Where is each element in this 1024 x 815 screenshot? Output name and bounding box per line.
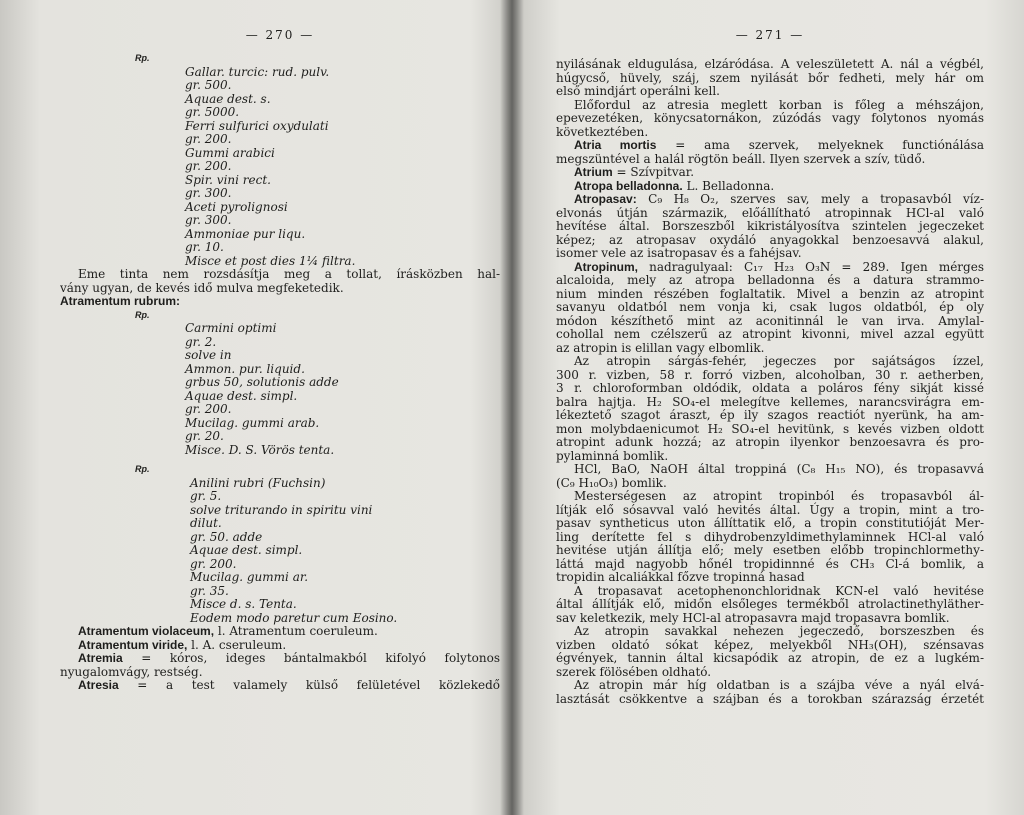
recipe-line: Mucilag. gummi arab.	[185, 415, 320, 430]
left-page-number: — 270 —	[245, 28, 315, 42]
text-line: módon készíthető mint az aconitinnál le van irva. Amylal-	[556, 313, 984, 328]
def-atropa: L. Belladonna.	[682, 178, 775, 193]
recipe-line: gr. 300.	[185, 213, 232, 227]
text-line: ling derítette fel s dihydrobenzyldimethylaminnek HCl-al való	[556, 529, 984, 544]
rp-mark-1: Rp.	[135, 53, 150, 63]
entry-atremia	[60, 652, 500, 666]
term-atria-mortis: Atria mortis	[574, 138, 657, 152]
text-line: alcaloida, mely az atropa belladonna és a datura strammo-	[556, 273, 984, 287]
term-atropa: Atropa belladonna.	[574, 178, 683, 193]
recipe-line: Ferri sulfurici oxydulati	[185, 118, 329, 133]
text-line: tropidin alcaliákkal főzve tropinná hasad	[556, 570, 805, 584]
text-line: Eme tinta nem rozsdásítja meg a tollat, írásközben hal-	[78, 267, 500, 281]
term-atropasav: Atropasav:	[574, 192, 637, 206]
text-line: balra hajtja. H₂ SO₄-el melegítve kellemes, narancsvirágra em-	[556, 394, 984, 409]
right-page	[556, 0, 984, 815]
text-line: atropint adunk hozzá; az atropin ilyenkor benzoesavra és pro-	[556, 435, 984, 449]
recipe-line: gr. 200.	[185, 132, 232, 146]
recipe-line: Ammon. pur. liquid.	[185, 361, 305, 376]
para-effect	[556, 679, 984, 706]
text-line: hevitése utján állítja elő; mely esetben előbb tropinchlormethy-	[556, 543, 984, 557]
def-viride: l. A. cseruleum.	[187, 637, 287, 652]
para-atresia-cont	[556, 58, 984, 99]
text-line: lítják elő sósavval való hevités által. Úgy a tropin, mint a tro-	[556, 502, 984, 517]
atropasav-body	[556, 207, 984, 261]
text-line: láttá majd nagyobb hőnél tropidinnné és CH₃ Cl-á bomlik, a	[556, 556, 984, 571]
recipe-line: Eodem modo paretur cum Eosino.	[190, 610, 398, 625]
recipe-line: gr. 200.	[185, 402, 232, 416]
text-line: isomer vele az isatropasav és a fahéjsav.	[556, 246, 802, 260]
recipe-line: gr. 500.	[185, 78, 232, 92]
recipe-2	[60, 322, 500, 457]
recipe-line: gr. 50. adde	[190, 529, 263, 544]
rp-mark-3: Rp.	[135, 464, 150, 474]
text-line: elvonás útján származik, előállítható atropinnak HCl-al való	[556, 205, 984, 220]
entry-atramentum-violaceum	[60, 625, 500, 639]
atropinum-body	[556, 274, 984, 355]
text-line: húgycső, hüvely, száj, szem nyilását bőr fedheti, mely hár om	[556, 70, 984, 85]
text-line: nyilásának eldugulása, elzáródása. A veleszületett A. nál a végbél,	[556, 57, 984, 71]
recipe-line: Spir. vini rect.	[185, 172, 271, 187]
recipe-line: solve in	[185, 348, 232, 362]
def-atropinum: nadragulyaal: C₁₇ H₂₃ O₃N = 289. Igen mérges	[638, 259, 984, 274]
entry-atrium	[556, 166, 984, 180]
right-page-number: — 271 —	[735, 28, 805, 42]
entry-atropasav	[556, 193, 984, 207]
text-line: nium minden részében foglaltatik. Mivel a benzin az atropint	[556, 286, 984, 301]
para-tropasav	[556, 585, 984, 626]
text-line: savanyu oldatból nem vonja ki, csak lugos oldatból, ép oly	[556, 300, 984, 314]
text-line: pylaminná bomlik.	[556, 448, 669, 463]
recipe-line: gr. 300.	[185, 186, 232, 200]
text-line: lékeztető szagot áraszt, ép ily szagos reactiót nyerünk, ha am-	[556, 408, 984, 422]
recipe-line: gr. 200.	[190, 556, 237, 571]
def-violaceum: l. Atramentum coeruleum.	[214, 624, 378, 638]
recipe-line: Misce et post dies 1¼ filtra.	[185, 253, 356, 268]
para-properties	[556, 355, 984, 463]
atria-continuation: megszüntével a halál rögtön beáll. Ilyen szervek a szív, tüdő.	[556, 151, 926, 166]
def-atremia: = kóros, ideges bántalmakból kifolyó folytonos	[122, 651, 500, 665]
text-line: Mesterségesen az atropint tropinból és tropasavból ál-	[574, 489, 984, 503]
recipe-line: Aquae dest. simpl.	[185, 388, 298, 403]
term-atremia: Atremia	[78, 651, 123, 665]
entry-atropa	[556, 180, 984, 194]
text-line: első mindjárt operálni kell.	[556, 84, 720, 98]
def-atropasav: C₉ H₈ O₂, szerves sav, mely a tropasavból víz-	[636, 192, 984, 206]
recipe-line: Gummi arabici	[185, 145, 275, 160]
recipe-line: gr. 35.	[190, 583, 229, 598]
recipe-line: gr. 20.	[185, 429, 224, 443]
text-line: (C₉ H₁₀O₃) bomlik.	[556, 475, 667, 490]
term-atrium: Atrium	[574, 165, 613, 179]
recipe-line: grbus 50, solutionis adde	[185, 375, 339, 389]
text-line: által állítják elő, midőn elsőleges termékből atrolactinethyläther-	[556, 597, 984, 611]
text-line: hevítése által. Borszeszből kikristályosítva szintelen jegeczeket	[556, 219, 984, 233]
recipe-line: Aquae dest. simpl.	[190, 543, 303, 557]
def-atresia: = a test valamely külső felületével közlekedő	[118, 678, 500, 692]
rp-mark-2: Rp.	[135, 309, 150, 320]
recipe-line: gr. 2.	[185, 334, 217, 349]
text-line: égvények, tannin által kicsapódik az atropin, de ez a lugkém-	[556, 651, 984, 665]
recipe-line: Anilini rubri (Fuchsin)	[190, 475, 326, 490]
para-synthesis	[556, 490, 984, 585]
text-line: mon molybdaenicumot H₂ SO₄-el hevitünk, s kevés vizben oldott	[556, 421, 984, 436]
recipe-line: Mucilag. gummi ar.	[190, 570, 309, 584]
entry-atria-mortis	[556, 139, 984, 153]
def-atrium: = Szívpitvar.	[612, 165, 695, 179]
recipe-line: solve triturando in spiritu vini	[190, 502, 373, 517]
text-line: az atropin is elillan vagy elbomlik.	[556, 340, 765, 355]
para-decomposition	[556, 463, 984, 490]
ink-note	[60, 268, 500, 295]
text-line: Az atropin savakkal nehezen jegeczedő, borszeszben és	[574, 624, 984, 638]
para-atresia-adult	[556, 99, 984, 140]
entry-atramentum-viride	[60, 639, 500, 653]
text-line: képez; az atropasav oxydáló anyagokkal benzoesavvá alakul,	[556, 232, 984, 247]
entry-atropinum	[556, 261, 984, 275]
text-line: epevezetéken, könycsatornákon, zúzódás vagy folytonos nyomás	[556, 111, 984, 125]
entry-atresia	[60, 679, 500, 693]
term-atresia: Atresia	[78, 678, 119, 692]
term-viride: Atramentum viride,	[78, 637, 188, 652]
text-line: Előfordul az atresia meglett korban is főleg a méhszájon,	[574, 97, 984, 112]
recipe-line: Gallar. turcic: rud. pulv.	[185, 64, 330, 79]
text-line: 3 r. chloroformban oldódik, oldata a poláros fény sikját kissé	[556, 381, 984, 395]
para-salts	[556, 625, 984, 679]
def-atria-mortis: = ama szervek, melyeknek functiónálása	[656, 138, 984, 152]
recipe-line: gr. 5000.	[185, 105, 240, 119]
text-line: pasav syntheticus uton állíttatik elő, a tropin constitutióját Mer-	[556, 516, 984, 530]
text-line: vizben oldató sókat képez, melyekből NH₃(OH), szénsavas	[556, 637, 984, 652]
recipe-line: Misce d. s. Tenta.	[190, 597, 297, 611]
text-line: vány ugyan, de kevés idő mulva megfeketedik.	[60, 280, 344, 295]
term-violaceum: Atramentum violaceum,	[78, 624, 215, 638]
left-page	[60, 0, 500, 815]
recipe-1	[60, 66, 500, 269]
text-line: Az atropin már híg oldatban is a szájba véve a nyál elvá-	[574, 678, 984, 692]
recipe-line: Ammoniae pur liqu.	[185, 226, 306, 241]
recipe-line: Carmini optimi	[185, 321, 277, 335]
atremia-continuation: nyugalomvágy, restség.	[60, 664, 203, 679]
recipe-line: Misce. D. S. Vörös tenta.	[185, 442, 335, 457]
recipe-3	[60, 477, 500, 626]
text-line: Az atropin sárgás-fehér, jegeczes por sajátságos ízzel,	[574, 354, 984, 368]
recipe-line: dilut.	[190, 516, 222, 530]
text-line: lasztását csökkentve a szájban és a torokban szárazság érzetét	[556, 691, 984, 706]
text-line: sav keletkezik, mely HCl-al atropasavra majd tropasavra bomlik.	[556, 610, 950, 625]
text-line: szerek fölösében oldható.	[556, 664, 712, 679]
recipe-line: gr. 200.	[185, 159, 232, 173]
text-line: 300 r. vizben, 58 r. forró vizben, alcoholban, 30 r. aetherben,	[556, 367, 984, 382]
book-gutter	[500, 0, 524, 815]
recipe-line: gr. 5.	[190, 489, 222, 503]
text-line: HCl, BaO, NaOH által troppiná (C₈ H₁₅ NO), és tropasavvá	[574, 462, 984, 476]
recipe-line: Aquae dest. s.	[185, 91, 271, 106]
text-line: cohollal nem czélszerű az atropint kivonni, mivel azzal együtt	[556, 327, 984, 341]
heading-atramentum-rubrum: Atramentum rubrum:	[60, 294, 181, 308]
text-line: A tropasavat acetophenonchloridnak KCN-el való hevitése	[574, 583, 984, 598]
recipe-line: gr. 10.	[185, 240, 224, 254]
recipe-line: Aceti pyrolignosi	[185, 199, 288, 214]
term-atropinum: Atropinum,	[574, 259, 638, 274]
text-line: következtében.	[556, 124, 649, 139]
